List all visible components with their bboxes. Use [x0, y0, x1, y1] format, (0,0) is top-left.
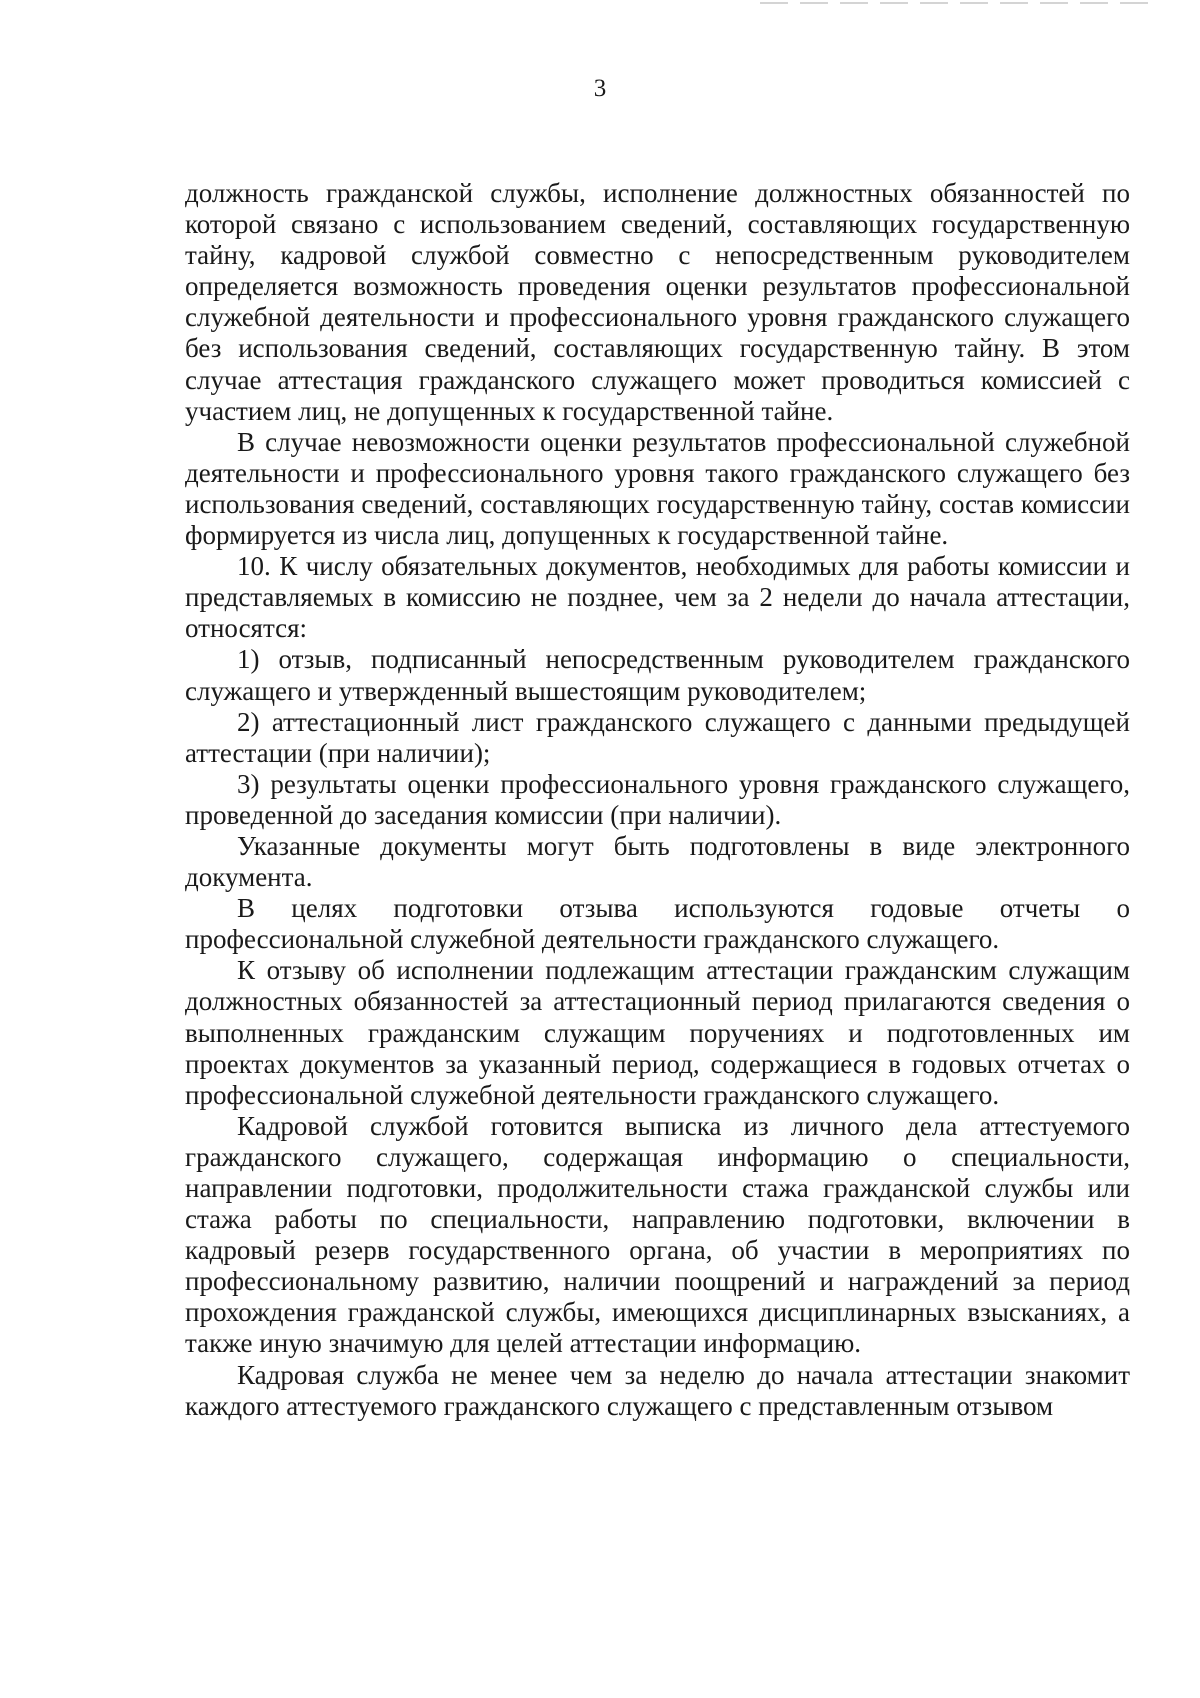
paragraph: Кадровой службой готовится выписка из личного дела аттестуемого гражданского служащего, содержащая информацию о специальности, направлении подготовки, продолжительности стажа гражданской службы или стажа работы по специальности, направлению подготовки, включении в кадровый резерв государственного органа, об участии в мероприятиях по профессиональному развитию, наличии поощрений и награждений за период прохождения гражданской службы, имеющихся дисциплинарных взысканиях, а также иную значимую для целей аттестации информацию. [185, 1110, 1130, 1359]
list-item: 1) отзыв, подписанный непосредственным руководителем гражданского служащего и утвержденный вышестоящим руководителем; [185, 644, 1130, 706]
document-body [185, 178, 1130, 1422]
paragraph: В случае невозможности оценки результатов профессиональной служебной деятельности и профессионального уровня такого гражданского служащего без использования сведений, составляющих государственную тайну, состав комиссии формируется из числа лиц, допущенных к государственной тайне. [185, 426, 1130, 551]
list-item: 3) результаты оценки профессионального уровня гражданского служащего, проведенной до заседания комиссии (при наличии). [185, 768, 1130, 830]
paragraph: Указанные документы могут быть подготовлены в виде электронного документа. [185, 830, 1130, 893]
paragraph: должность гражданской службы, исполнение должностных обязанностей по которой связано с использованием сведений, составляющих государственную тайну, кадровой службой совместно с непосредственным руководителем определяется возможность проведения оценки результатов профессиональной служебной деятельности и профессионального уровня гражданского служащего без использования сведений, составляющих государственную тайну. В этом случае аттестация гражданского служащего может проводиться комиссией с участием лиц, не допущенных к государственной тайне. [185, 178, 1130, 426]
paragraph: В целях подготовки отзыва используются годовые отчеты о профессиональной служебной деятельности гражданского служащего. [185, 893, 1130, 955]
paragraph-item-10: 10. К числу обязательных документов, необходимых для работы комиссии и представляемых в комиссию не позднее, чем за 2 недели до начала аттестации, относятся: [185, 551, 1130, 644]
scan-artifact [760, 2, 1160, 4]
page-number: 3 [593, 75, 607, 102]
list-item: 2) аттестационный лист гражданского служащего с данными предыдущей аттестации (при наличии); [185, 706, 1130, 768]
paragraph: К отзыву об исполнении подлежащим аттестации гражданским служащим должностных обязанностей за аттестационный период прилагаются сведения о выполненных гражданским служащим поручениях и подготовленных им проектах документов за указанный период, содержащиеся в годовых отчетах о профессиональной служебной деятельности гражданского служащего. [185, 955, 1130, 1110]
paragraph: Кадровая служба не менее чем за неделю до начала аттестации знакомит каждого аттестуемого гражданского служащего с представленным отзывом [185, 1359, 1130, 1421]
